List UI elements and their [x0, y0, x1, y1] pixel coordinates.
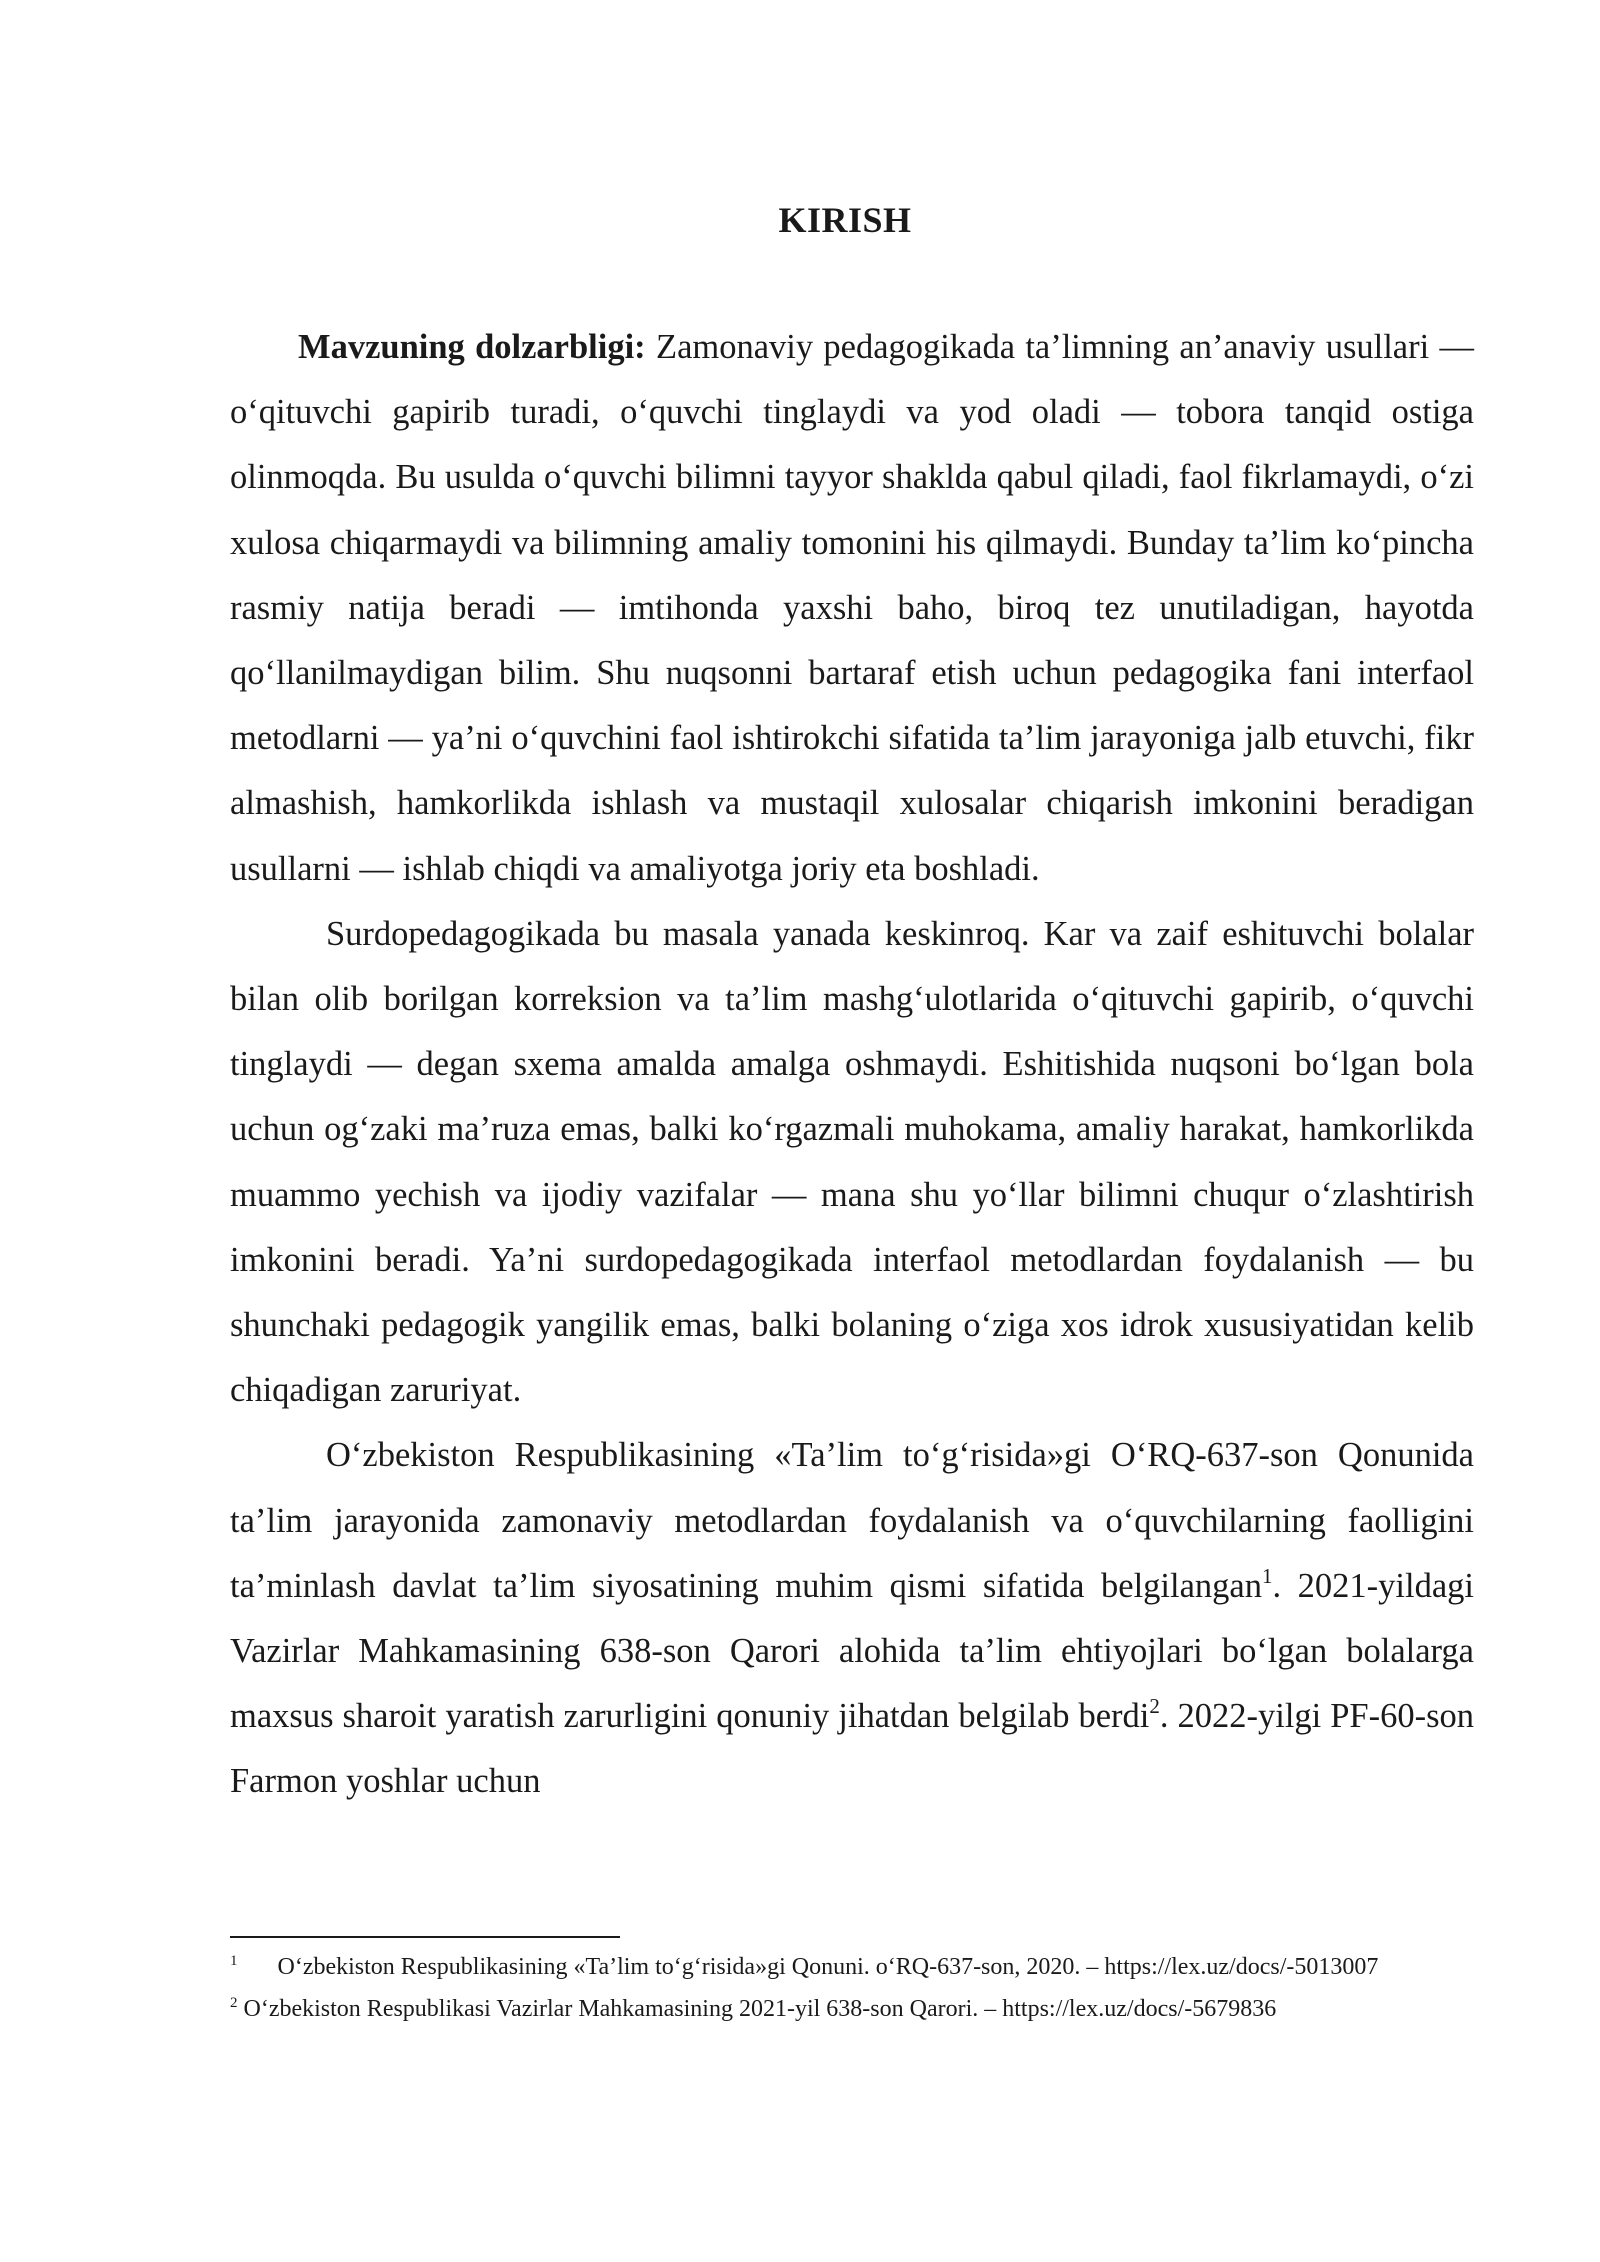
footnote-item — [230, 1992, 1474, 2027]
footnote-item — [230, 1950, 1474, 1985]
paragraph-text: Zamonaviy pedagogikada ta’limning an’anaviy usullari — o‘qituvchi gapirib turadi, o‘quvchi tinglaydi va yod oladi — tobora tanqid ostiga olinmoqda. Bu usulda o‘quvchi bilimni tayyor shaklda qabul qiladi, faol fikrlamaydi, o‘zi xulosa chiqarmaydi va bilimning amaliy tomonini his qilmaydi. Bunday ta’lim ko‘pincha rasmiy natija beradi — imtihonda yaxshi baho, biroq tez unutiladigan, hayotda qo‘llanilmaydigan bilim. Shu nuqsonni bartaraf etish uchun pedagogika fani interfaol metodlarni — ya’ni o‘quvchini faol ishtirokchi sifatida ta’lim jarayoniga jalb etuvchi, fikr almashish, hamkorlikda ishlash va mustaqil xulosalar chiqarish imkonini beradigan usullarni — ishlab chiqdi va amaliyotga joriy eta boshladi. — [230, 328, 1475, 888]
footnote-reference[interactable]: 1 — [1261, 1563, 1273, 1588]
body-text — [230, 315, 1474, 1815]
paragraph-text-part: . 2021-yildagi Vazirlar Mahkamasining 638-son Qarori alohida ta’lim ehtiyojlari bo‘lgan bolalarga maxsus sharoit yaratish zarurligini qonuniy jihatdan belgilab berdi — [230, 1566, 1474, 1736]
footnote-text: O‘zbekiston Respublikasining «Ta’lim to‘g‘risida»gi Qonuni. o‘RQ-637-son, 2020. – https://lex.uz/docs/-5013007 — [277, 1954, 1379, 1980]
paragraph-lead-label: Mavzuning dolzarbligi: — [298, 328, 646, 366]
paragraph-legislation — [230, 1423, 1474, 1814]
paragraph-relevance — [230, 315, 1474, 902]
footnote-mark: 1 — [230, 1953, 238, 1969]
footnotes — [230, 1950, 1474, 2034]
paragraph-text-part: O‘zbekiston Respublikasining «Ta’lim to‘g‘risida»gi O‘RQ-637-son Qonunida ta’lim jarayonida zamonaviy metodlardan foydalanish va o‘quvchilarning faolligini ta’minlash davlat ta’lim siyosatining muhim qismi sifatida belgilangan — [230, 1436, 1474, 1605]
paragraph-text-part: . 2022-yilgi PF-60-son Farmon yoshlar uchun — [230, 1697, 1474, 1801]
section-heading: KIRISH — [778, 200, 912, 240]
paragraph-surdopedagogy: Surdopedagogikada bu masala yanada keskinroq. Kar va zaif eshituvchi bolalar bilan olib borilgan korreksion va ta’lim mashg‘ulotlarida o‘qituvchi gapirib, o‘quvchi tinglaydi — degan sxema amalda amalga oshmaydi. Eshitishida nuqsoni bo‘lgan bola uchun og‘zaki ma’ruza emas, balki ko‘rgazmali muhokama, amaliy harakat, hamkorlikda muammo yechish va ijodiy vazifalar — mana shu yo‘llar bilimni chuqur o‘zlashtirish imkonini beradi. Ya’ni surdopedagogikada interfaol metodlardan foydalanish — bu shunchaki pedagogik yangilik emas, balki bolaning o‘ziga xos idrok xususiyatidan kelib chiqadigan zaruriyat. — [230, 914, 1474, 1410]
footnote-mark: 2 — [230, 1995, 238, 2011]
footnote-text: O‘zbekiston Respublikasi Vazirlar Mahkamasining 2021-yil 638-son Qarori. – https://lex.uz/docs/-5679836 — [243, 1996, 1277, 2022]
footnote-separator — [230, 1936, 620, 1938]
footnote-reference[interactable]: 2 — [1149, 1694, 1160, 1719]
